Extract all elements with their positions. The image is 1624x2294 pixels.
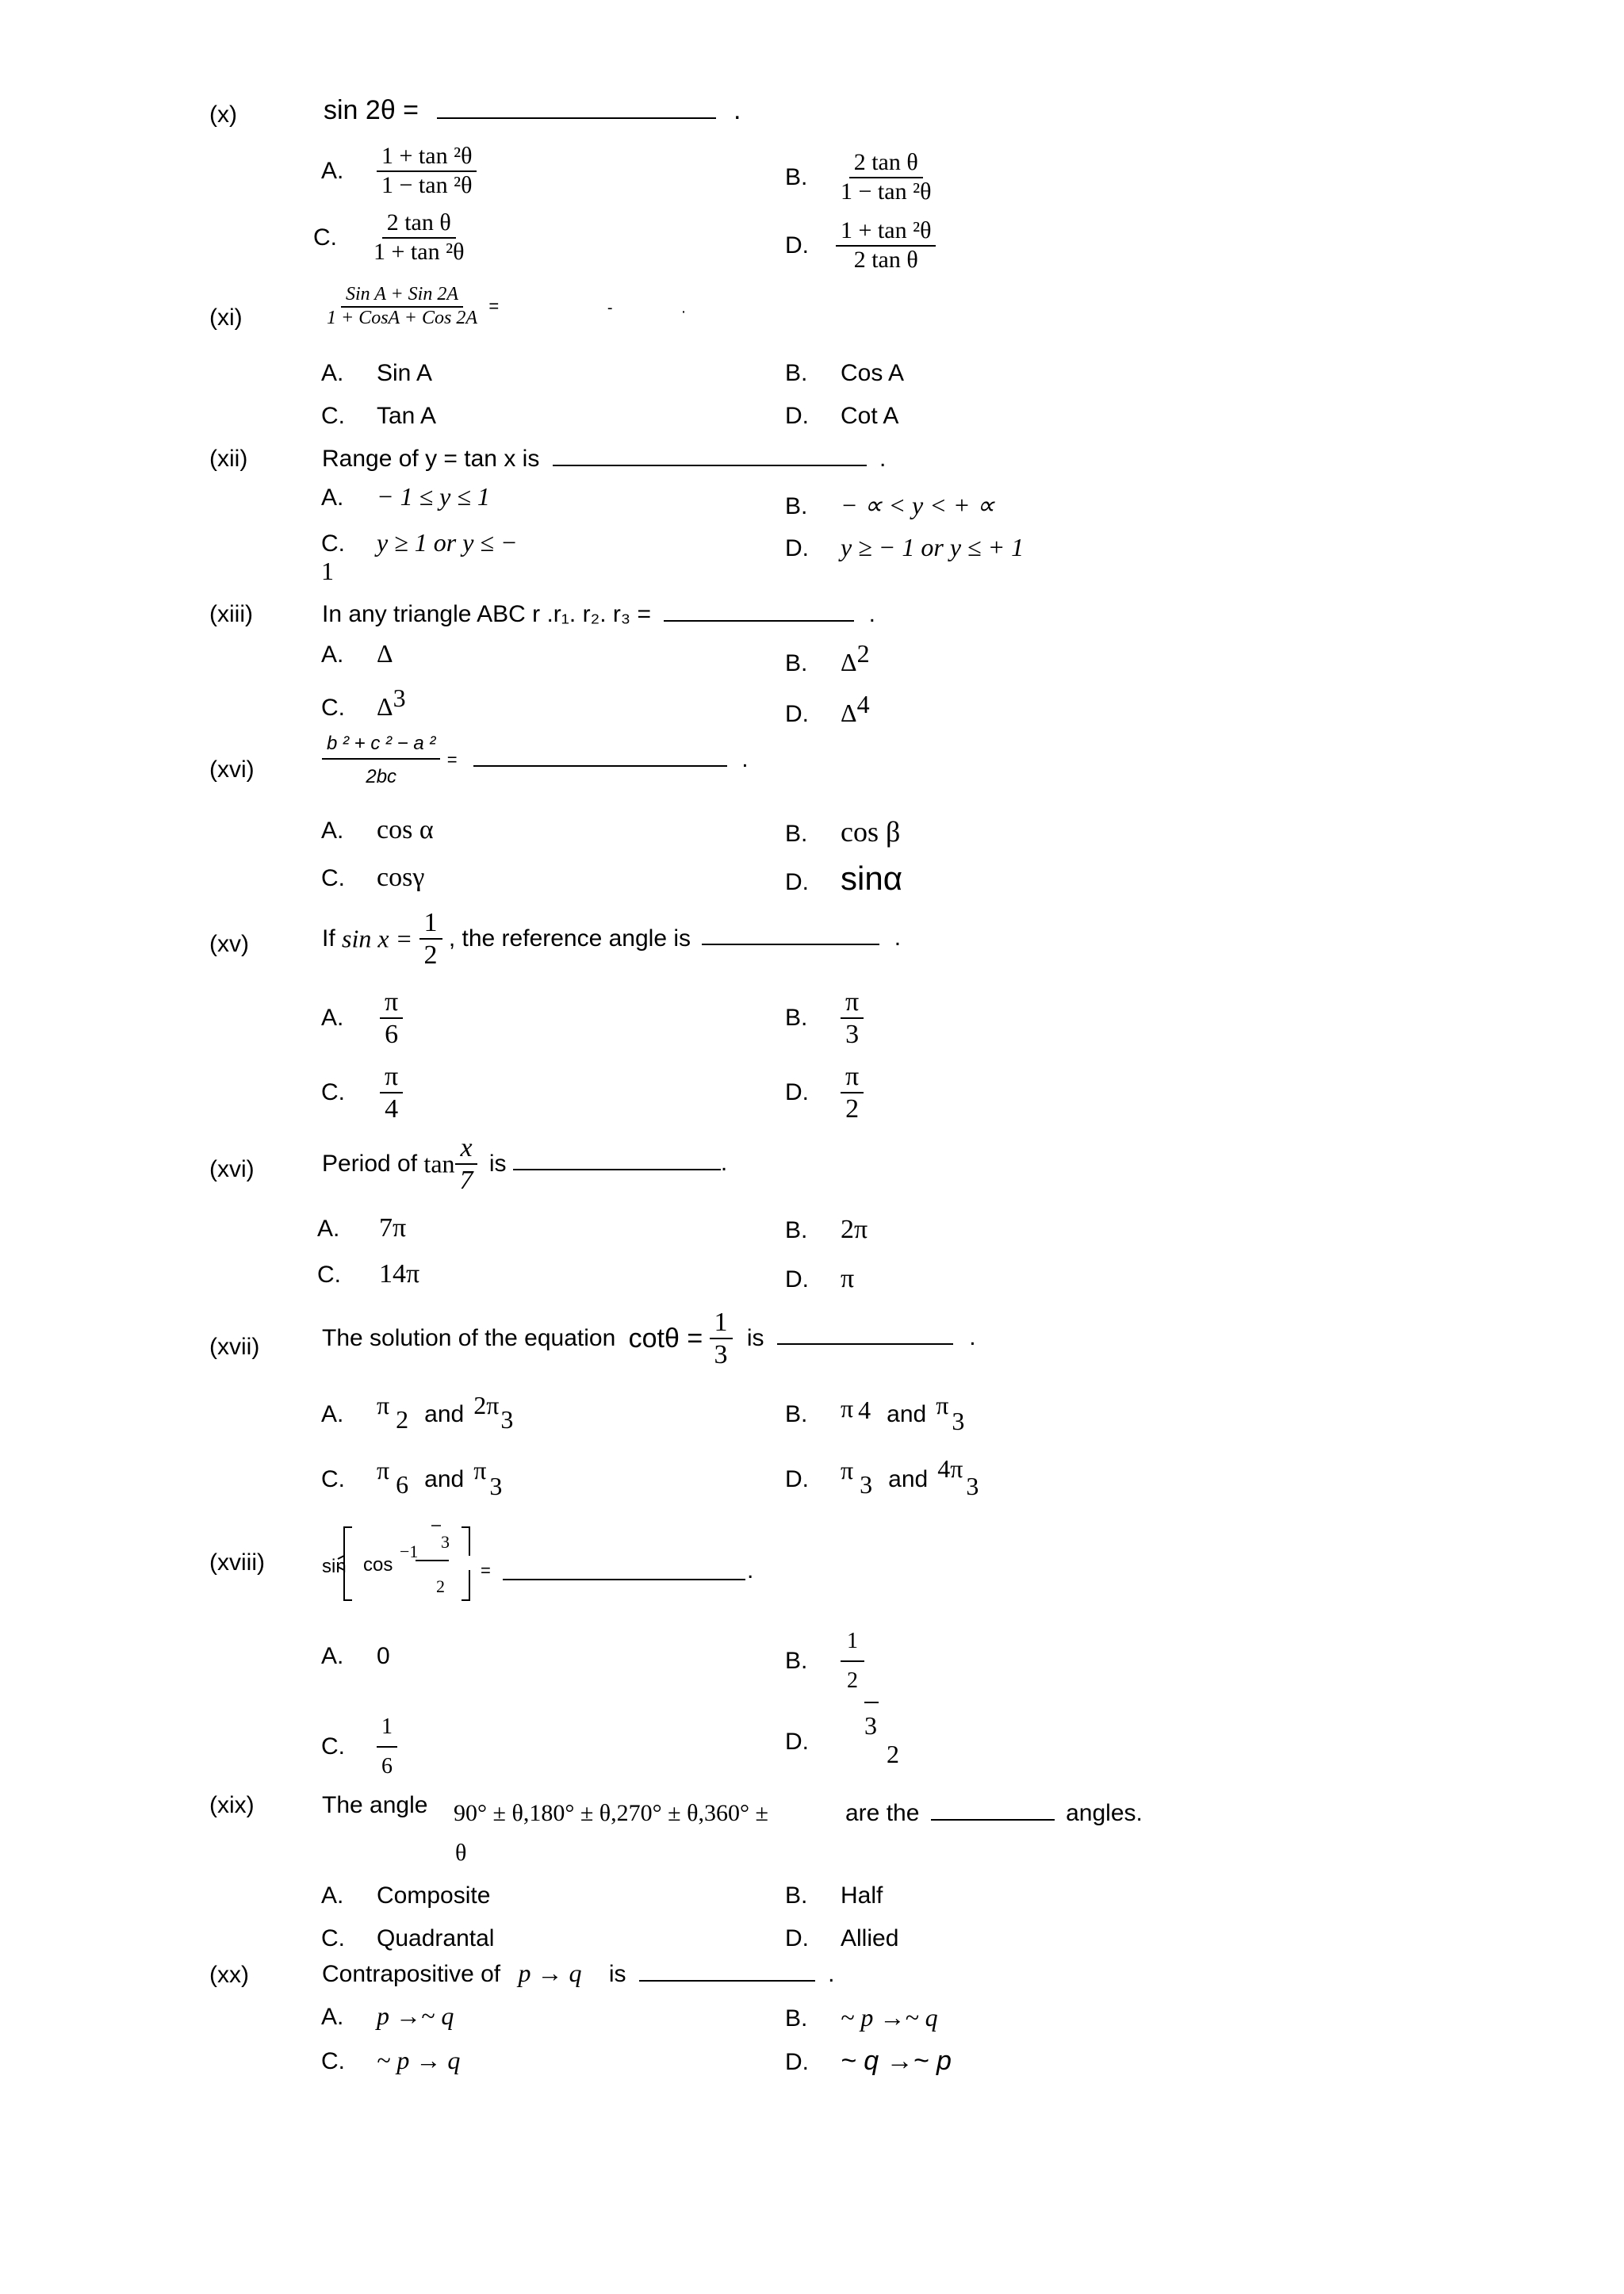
option-a[interactable] (321, 1391, 514, 1434)
option-b[interactable] (785, 1215, 868, 1245)
superscript: 3 (393, 684, 406, 712)
stem-text: is (488, 1151, 507, 1178)
option-math-sub: 3 (952, 1407, 965, 1435)
option-text: Δ (841, 699, 857, 727)
option-c[interactable] (321, 528, 518, 557)
option-d[interactable] (785, 533, 1024, 562)
option-a[interactable] (317, 1213, 406, 1243)
question-number: (xviii) (209, 1549, 265, 1576)
option-label: D. (785, 403, 809, 429)
option-math: π (841, 1394, 854, 1423)
option-label: A. (321, 641, 344, 668)
option-b[interactable] (785, 639, 870, 677)
option-d[interactable] (785, 1264, 854, 1294)
option-fraction (369, 209, 469, 266)
stem-fraction (455, 1132, 478, 1196)
option-text: Sin A (377, 360, 433, 386)
option-fraction (836, 149, 936, 205)
fraction-numerator: π (841, 1061, 864, 1093)
option-label: C. (321, 865, 345, 891)
option-label: B. (785, 1005, 808, 1032)
period: . (741, 745, 749, 772)
fraction-numerator: 1 + tan ²θ (836, 217, 936, 247)
fraction-numerator: π (380, 1061, 403, 1093)
option-c[interactable] (313, 209, 469, 266)
option-label: B. (785, 360, 808, 386)
period: . (894, 925, 902, 952)
option-label: D. (785, 1729, 809, 1755)
option-text: π (841, 1264, 855, 1293)
option-label: D. (785, 1079, 809, 1106)
stem-math-wrap: θ (455, 1840, 467, 1866)
option-b[interactable] (785, 2003, 938, 2032)
option-c[interactable] (321, 403, 436, 430)
cos-text: cos (363, 1554, 393, 1576)
and-word: and (424, 1466, 465, 1492)
option-text: Tan A (377, 403, 437, 429)
dash-mark: - (607, 299, 613, 317)
option-math: π (377, 1456, 390, 1484)
option-label: C. (321, 1925, 345, 1951)
fraction-numerator: Sin A + Sin 2A (341, 284, 463, 308)
option-a[interactable] (321, 482, 490, 511)
question-number: (xi) (209, 304, 243, 331)
stem-math: p → q (518, 1959, 582, 1987)
fraction-numerator: 1 (419, 907, 442, 940)
option-c[interactable] (317, 1259, 419, 1289)
answer-blank (513, 1168, 721, 1170)
option-math-sub: 3 (500, 1405, 514, 1434)
period: . (879, 446, 887, 472)
option-label: A. (321, 1643, 344, 1669)
stem-text: Period of (322, 1151, 418, 1178)
option-label: C. (321, 1079, 345, 1106)
option-d[interactable] (785, 217, 936, 274)
option-text: cos α (377, 815, 434, 844)
answer-blank (503, 1578, 745, 1580)
period: . (868, 601, 875, 627)
option-text: Cos A (841, 360, 905, 386)
fraction-denominator: 1 + CosA + Cos 2A (327, 307, 477, 328)
fraction-denominator: 2bc (366, 765, 397, 787)
option-text: ~ q →~ p (841, 2046, 952, 2076)
option-fraction (380, 1061, 403, 1124)
period: . (828, 1961, 835, 1987)
option-label: C. (321, 1733, 345, 1760)
option-text: Δ (377, 639, 393, 668)
option-text: − ∝ < y < + ∝ (841, 491, 995, 519)
option-label: C. (313, 224, 337, 251)
option-b[interactable] (785, 149, 936, 205)
option-label: C. (317, 1262, 341, 1288)
option-text: 7π (379, 1213, 407, 1243)
option-label: A. (321, 1005, 344, 1032)
answer-blank (639, 1979, 815, 1982)
option-text: p →~ q (377, 2001, 454, 2030)
option-label: D. (785, 1266, 809, 1293)
option-label: B. (785, 1882, 808, 1909)
option-fraction (841, 1061, 864, 1124)
stem-math: sin x = (342, 924, 413, 953)
question-stem: In any triangle ABC r .r₁. r₂. r₃ = (322, 601, 651, 627)
option-label: C. (321, 530, 345, 557)
and-word: and (888, 1466, 929, 1492)
option-math: π (841, 1456, 854, 1484)
option-math-sub: 3 (489, 1472, 503, 1500)
sin-text: sin (322, 1556, 347, 1577)
option-text: Cot A (841, 403, 899, 429)
option-math: 2π (473, 1391, 500, 1419)
option-a[interactable] (321, 360, 432, 387)
question-number: (xiii) (209, 601, 253, 627)
option-b[interactable] (785, 1391, 965, 1435)
fraction-denominator: 2 (423, 940, 438, 971)
option-label: A. (321, 818, 344, 844)
question-number: (xx) (209, 1962, 249, 1988)
option-text: Δ (377, 692, 393, 721)
answer-blank (664, 619, 854, 622)
option-label: B. (785, 2005, 808, 2032)
option-label: A. (321, 2004, 344, 2030)
option-text-wrap: 1 (321, 557, 334, 585)
stem-fraction (710, 1307, 733, 1370)
option-d[interactable] (785, 1454, 979, 1500)
option-text: Allied (841, 1925, 899, 1951)
fraction-denominator: 2 (845, 1094, 860, 1124)
option-b[interactable] (785, 490, 994, 520)
stem-math: tan (423, 1149, 455, 1178)
option-fraction (377, 143, 477, 199)
option-a[interactable] (321, 1882, 490, 1909)
fraction-numerator: π (841, 986, 864, 1019)
fraction-numerator: x (455, 1132, 477, 1165)
answer-blank (553, 464, 867, 466)
stem-math: cotθ = (628, 1323, 703, 1354)
option-c[interactable] (321, 1925, 494, 1952)
stem-text: is (746, 1325, 764, 1352)
answer-blank (473, 764, 727, 767)
option-text: y ≥ − 1 or y ≤ + 1 (841, 533, 1025, 561)
fraction-denominator: 7 (459, 1166, 473, 1196)
question-number: (x) (209, 101, 237, 128)
option-b[interactable] (785, 1622, 864, 1699)
option-d[interactable] (785, 860, 902, 898)
superscript: 2 (856, 639, 870, 668)
option-b[interactable] (785, 360, 904, 387)
option-text: cos β (841, 816, 901, 848)
superscript: 4 (856, 690, 870, 718)
option-d[interactable] (785, 1711, 899, 1768)
option-text: ~ p → q (377, 2046, 461, 2074)
option-math: π (377, 1391, 390, 1419)
option-c[interactable] (321, 684, 406, 722)
option-label: D. (785, 535, 809, 561)
stem-text: The solution of the equation (322, 1325, 616, 1352)
option-label: B. (785, 1401, 808, 1427)
answer-blank (931, 1818, 1055, 1821)
question-stem: Range of y = tan x is (322, 446, 540, 472)
fraction-denominator: 3 (714, 1340, 728, 1370)
question-number: (xvi) (209, 756, 255, 783)
option-a[interactable] (321, 143, 477, 199)
answer-blank (702, 943, 879, 945)
stem-text: If (322, 925, 335, 952)
option-label: B. (785, 163, 808, 190)
period: . (720, 1150, 728, 1177)
option-a[interactable] (321, 815, 434, 845)
sqrt-bar (864, 1702, 879, 1703)
option-label: C. (321, 403, 345, 429)
option-label: B. (785, 1647, 808, 1674)
fraction-numerator: 1 (710, 1307, 733, 1339)
answer-blank (777, 1342, 953, 1345)
option-fraction (836, 217, 936, 274)
option-a[interactable] (321, 1643, 390, 1670)
fraction-denominator: 2 (847, 1668, 858, 1693)
option-label: C. (321, 695, 345, 721)
fraction-numerator: b ² + c ² − a ² (322, 733, 440, 760)
fraction-numerator: 1 + tan ²θ (377, 143, 477, 172)
option-label: B. (785, 650, 808, 676)
equals-sign: = (446, 749, 458, 770)
option-label: B. (785, 493, 808, 519)
option-c[interactable] (321, 1061, 403, 1124)
fraction-denominator: 6 (385, 1020, 399, 1050)
option-label: C. (321, 2048, 345, 2074)
period: . (733, 95, 741, 125)
question-fraction (322, 284, 482, 329)
stem-text: , the reference angle is (448, 925, 691, 952)
stem-text: The angle (322, 1792, 428, 1818)
option-math: π (936, 1391, 949, 1419)
question-number: (xix) (209, 1792, 255, 1818)
option-d[interactable] (785, 1061, 864, 1124)
option-text: 2π (841, 1215, 868, 1244)
equals-sign: = (481, 1561, 491, 1580)
option-text: ~ p →~ q (841, 2003, 938, 2032)
period: . (747, 1557, 754, 1584)
option-text: y ≥ 1 or y ≤ − (377, 528, 518, 557)
question-stem: sin 2θ = (324, 95, 419, 125)
option-label: D. (785, 869, 809, 895)
option-text: Composite (377, 1882, 491, 1909)
option-d[interactable] (785, 690, 870, 728)
option-math-sub: 2 (396, 1405, 409, 1434)
option-label: B. (785, 821, 808, 847)
question-fraction (322, 733, 440, 787)
option-fraction (841, 1622, 864, 1699)
option-label: A. (321, 1401, 344, 1427)
option-c[interactable] (321, 2046, 460, 2075)
fraction-numerator: 3 (441, 1532, 450, 1552)
fraction-numerator: 3 (864, 1711, 877, 1740)
option-label: D. (785, 1466, 809, 1492)
fraction-numerator: 2 tan θ (382, 209, 456, 239)
option-a[interactable] (321, 986, 403, 1050)
fraction-denominator: 2 (887, 1740, 899, 1768)
fraction-numerator: 1 (377, 1708, 397, 1748)
option-d[interactable] (785, 403, 898, 430)
period: . (681, 299, 686, 317)
inverse-exponent: −1 (400, 1541, 419, 1561)
fraction-denominator: 4 (385, 1094, 399, 1124)
option-c-continuation (321, 557, 334, 586)
option-label: A. (317, 1216, 340, 1242)
option-fraction (380, 986, 403, 1050)
option-label: D. (785, 701, 809, 727)
option-text: cosγ (377, 863, 425, 892)
and-word: and (424, 1401, 465, 1427)
option-b[interactable] (785, 1882, 883, 1909)
fraction-numerator: 2 tan θ (849, 149, 923, 178)
stem-text: angles. (1066, 1800, 1143, 1826)
stem-fraction (419, 907, 442, 971)
option-text: 0 (377, 1643, 390, 1669)
question-number: (xvii) (209, 1334, 260, 1360)
option-label: A. (321, 157, 344, 184)
question-number: (xii) (209, 446, 248, 472)
period: . (969, 1324, 976, 1351)
option-fraction (841, 986, 864, 1050)
fraction-denominator: 6 (381, 1753, 393, 1779)
stem-text: Contrapositive of (322, 1961, 501, 1987)
option-label: D. (785, 232, 809, 259)
option-text: 14π (379, 1259, 420, 1289)
option-d[interactable] (785, 1925, 898, 1952)
question-number: (xvi) (209, 1156, 255, 1182)
option-fraction (377, 1708, 397, 1785)
option-label: D. (785, 1925, 809, 1951)
fraction-denominator: 2 (436, 1576, 445, 1596)
stem-math: 90° ± θ,180° ± θ,270° ± θ,360° ± (454, 1800, 768, 1826)
option-math: π (473, 1456, 487, 1484)
option-text: Half (841, 1882, 883, 1909)
option-c[interactable] (321, 863, 424, 893)
option-text: Quadrantal (377, 1925, 495, 1951)
option-label: B. (785, 1217, 808, 1243)
fraction-denominator: 1 + tan ²θ (373, 238, 465, 265)
option-a[interactable] (321, 2001, 454, 2031)
option-c[interactable] (321, 1456, 503, 1500)
option-label: D. (785, 2049, 809, 2075)
equals-sign: = (488, 296, 500, 316)
option-label: C. (321, 1466, 345, 1492)
option-math-sub: 4 (858, 1396, 871, 1424)
option-math-sub: 3 (966, 1472, 979, 1500)
option-a[interactable] (321, 639, 393, 668)
fraction-numerator: 1 (841, 1622, 864, 1662)
fraction-denominator: 1 − tan ²θ (381, 171, 473, 198)
option-c[interactable] (321, 1708, 397, 1785)
option-d[interactable] (785, 2046, 952, 2077)
fraction-numerator: π (380, 986, 403, 1019)
fraction-denominator: 3 (845, 1020, 860, 1050)
fraction-denominator: 2 tan θ (853, 246, 918, 273)
option-text: sinα (841, 860, 902, 897)
option-label: A. (321, 484, 344, 511)
option-b[interactable] (785, 986, 864, 1050)
option-label: A. (321, 1882, 344, 1909)
and-word: and (887, 1401, 927, 1427)
option-math-sub: 3 (860, 1470, 873, 1499)
option-text: Δ (841, 648, 857, 676)
stem-text: are the (845, 1800, 920, 1826)
option-text: − 1 ≤ y ≤ 1 (377, 482, 490, 511)
answer-blank (437, 117, 716, 119)
option-b[interactable] (785, 815, 900, 848)
option-math-sub: 6 (396, 1470, 409, 1499)
option-label: A. (321, 360, 344, 386)
fraction-denominator: 1 − tan ²θ (841, 178, 932, 205)
option-math: 4π (937, 1454, 963, 1483)
inverse-cos-expression (322, 1521, 512, 1608)
stem-text: is (608, 1961, 626, 1987)
question-number: (xv) (209, 931, 249, 957)
